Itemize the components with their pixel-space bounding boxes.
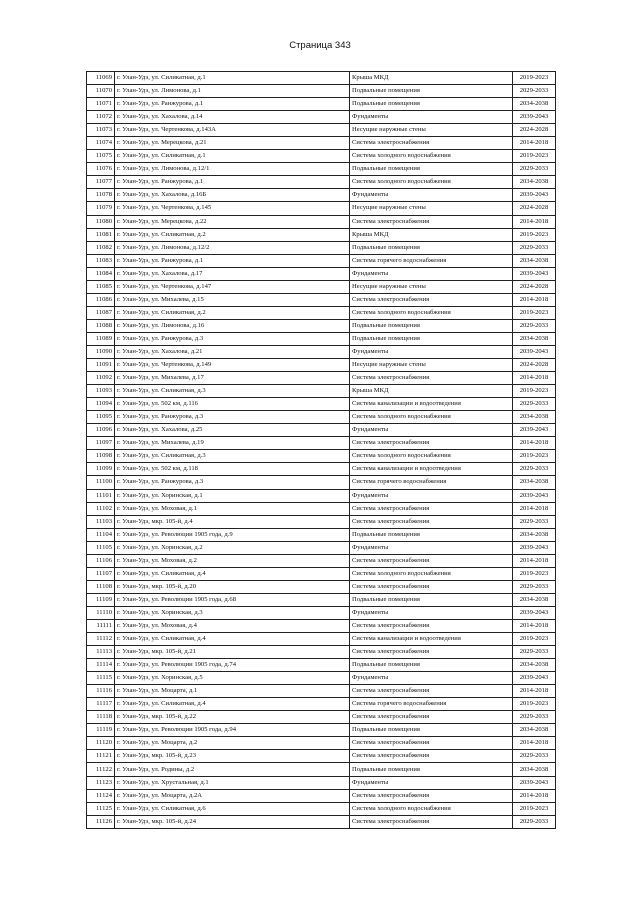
address-cell: г. Улан-Удэ, ул. Лимонова, д.12/2 [115,241,350,254]
table-row [87,319,556,332]
table-row [87,359,556,372]
period-cell: 2019-2023 [513,802,556,815]
table-row [87,241,556,254]
address-cell: г. Улан-Удэ, ул. Чертенкова, д.147 [115,280,350,293]
work-type-cell: Фундаменты [350,267,513,280]
address-cell: г. Улан-Удэ, ул. Хрустальная, д.1 [115,776,350,789]
table-row [87,580,556,593]
address-cell: г. Улан-Удэ, ул. Михалева, д.15 [115,293,350,306]
address-cell: г. Улан-Удэ, ул. Силикатная, д.1 [115,72,350,85]
period-cell: 2019-2023 [513,72,556,85]
period-cell: 2024-2028 [513,359,556,372]
table-row [87,398,556,411]
row-number: 11085 [87,280,115,293]
period-cell: 2039-2043 [513,189,556,202]
work-type-cell: Система канализации и водоотведения [350,633,513,646]
address-cell: г. Улан-Удэ, ул. Ранжурова, д.1 [115,254,350,267]
address-cell: г. Улан-Удэ, ул. Михалева, д.17 [115,372,350,385]
address-cell: г. Улан-Удэ, ул. Моцарта, д.1 [115,685,350,698]
row-number: 11071 [87,98,115,111]
work-type-cell: Подвальные помещения [350,593,513,606]
address-cell: г. Улан-Удэ, ул. Моцарта, д.2 [115,737,350,750]
table-row [87,619,556,632]
address-cell: г. Улан-Удэ, мкр. 105-й, д.24 [115,815,350,828]
address-cell: г. Улан-Удэ, ул. Михалева, д.19 [115,437,350,450]
row-number: 11080 [87,215,115,228]
row-number: 11123 [87,776,115,789]
table-row [87,228,556,241]
address-cell: г. Улан-Удэ, ул. Силикатная, д.3 [115,450,350,463]
table-row [87,163,556,176]
work-type-cell: Подвальные помещения [350,98,513,111]
work-type-cell: Фундаменты [350,776,513,789]
table-row [87,776,556,789]
table-row [87,763,556,776]
address-cell: г. Улан-Удэ, ул. Хахалова, д.17 [115,267,350,280]
period-cell: 2019-2023 [513,228,556,241]
table-row [87,567,556,580]
table-row [87,515,556,528]
work-type-cell: Система электроснабжения [350,711,513,724]
period-cell: 2024-2028 [513,124,556,137]
period-cell: 2034-2038 [513,593,556,606]
address-cell: г. Улан-Удэ, ул. Силикатная, д.1 [115,150,350,163]
address-cell: г. Улан-Удэ, ул. Революции 1905 года, д.94 [115,724,350,737]
work-type-cell: Подвальные помещения [350,724,513,737]
row-number: 11120 [87,737,115,750]
row-number: 11087 [87,306,115,319]
row-number: 11070 [87,85,115,98]
period-cell: 2029-2033 [513,711,556,724]
address-cell: г. Улан-Удэ, ул. Моховая, д.2 [115,554,350,567]
work-type-cell: Несущие наружные стены [350,359,513,372]
period-cell: 2039-2043 [513,267,556,280]
period-cell: 2014-2018 [513,372,556,385]
row-number: 11113 [87,646,115,659]
row-number: 11088 [87,319,115,332]
table-row [87,189,556,202]
period-cell: 2029-2033 [513,515,556,528]
address-cell: г. Улан-Удэ, ул. Родины, д.2 [115,763,350,776]
address-cell: г. Улан-Удэ, ул. Ранжурова, д.3 [115,476,350,489]
period-cell: 2019-2023 [513,567,556,580]
row-number: 11075 [87,150,115,163]
row-number: 11089 [87,332,115,345]
table-row [87,685,556,698]
address-cell: г. Улан-Удэ, ул. Моцарта, д.2А [115,789,350,802]
work-type-cell: Система холодного водоснабжения [350,802,513,815]
table-row [87,698,556,711]
period-cell: 2029-2033 [513,750,556,763]
period-cell: 2024-2028 [513,202,556,215]
work-type-cell: Крыша МКД [350,228,513,241]
work-type-cell: Несущие наружные стены [350,124,513,137]
work-type-cell: Система электроснабжения [350,685,513,698]
period-cell: 2039-2043 [513,606,556,619]
row-number: 11077 [87,176,115,189]
address-cell: г. Улан-Удэ, ул. Хоринская, д.1 [115,489,350,502]
period-cell: 2034-2038 [513,411,556,424]
repair-schedule-table [86,71,556,829]
table-row [87,437,556,450]
table-row [87,724,556,737]
work-type-cell: Подвальные помещения [350,332,513,345]
table-row [87,332,556,345]
table-row [87,72,556,85]
work-type-cell: Система электроснабжения [350,293,513,306]
period-cell: 2019-2023 [513,306,556,319]
table-row [87,306,556,319]
work-type-cell: Фундаменты [350,541,513,554]
row-number: 11074 [87,137,115,150]
row-number: 11099 [87,463,115,476]
period-cell: 2034-2038 [513,98,556,111]
period-cell: 2039-2043 [513,541,556,554]
work-type-cell: Подвальные помещения [350,528,513,541]
table-row [87,737,556,750]
work-type-cell: Система холодного водоснабжения [350,567,513,580]
period-cell: 2039-2043 [513,489,556,502]
period-cell: 2039-2043 [513,345,556,358]
period-cell: 2014-2018 [513,137,556,150]
table-row [87,150,556,163]
table-row [87,98,556,111]
address-cell: г. Улан-Удэ, ул. Силикатная, д.2 [115,306,350,319]
row-number: 11084 [87,267,115,280]
row-number: 11119 [87,724,115,737]
address-cell: г. Улан-Удэ, ул. Силикатная, д.4 [115,698,350,711]
table-row [87,424,556,437]
row-number: 11114 [87,659,115,672]
work-type-cell: Подвальные помещения [350,85,513,98]
work-type-cell: Фундаменты [350,672,513,685]
row-number: 11109 [87,593,115,606]
table-row [87,476,556,489]
period-cell: 2034-2038 [513,724,556,737]
address-cell: г. Улан-Удэ, ул. Моховая, д.1 [115,502,350,515]
work-type-cell: Фундаменты [350,189,513,202]
row-number: 11091 [87,359,115,372]
work-type-cell: Система электроснабжения [350,737,513,750]
row-number: 11097 [87,437,115,450]
work-type-cell: Система электроснабжения [350,554,513,567]
period-cell: 2014-2018 [513,789,556,802]
period-cell: 2029-2033 [513,463,556,476]
address-cell: г. Улан-Удэ, мкр. 105-й, д.20 [115,580,350,593]
work-type-cell: Система электроснабжения [350,646,513,659]
row-number: 11096 [87,424,115,437]
work-type-cell: Система электроснабжения [350,515,513,528]
row-number: 11092 [87,372,115,385]
row-number: 11102 [87,502,115,515]
address-cell: г. Улан-Удэ, ул. Мерецкова, д.22 [115,215,350,228]
row-number: 11101 [87,489,115,502]
address-cell: г. Улан-Удэ, ул. Лимонова, д.12/1 [115,163,350,176]
row-number: 11110 [87,606,115,619]
work-type-cell: Фундаменты [350,345,513,358]
work-type-cell: Система горячего водоснабжения [350,698,513,711]
address-cell: г. Улан-Удэ, ул. Хахалова, д.14 [115,111,350,124]
period-cell: 2014-2018 [513,293,556,306]
row-number: 11076 [87,163,115,176]
period-cell: 2039-2043 [513,111,556,124]
period-cell: 2019-2023 [513,698,556,711]
work-type-cell: Крыша МКД [350,72,513,85]
address-cell: г. Улан-Удэ, мкр. 105-й, д.4 [115,515,350,528]
work-type-cell: Система канализации и водоотведения [350,398,513,411]
period-cell: 2034-2038 [513,659,556,672]
work-type-cell: Система электроснабжения [350,437,513,450]
row-number: 11078 [87,189,115,202]
row-number: 11117 [87,698,115,711]
table-row [87,489,556,502]
work-type-cell: Крыша МКД [350,385,513,398]
table-row [87,711,556,724]
work-type-cell: Подвальные помещения [350,241,513,254]
period-cell: 2029-2033 [513,398,556,411]
work-type-cell: Система холодного водоснабжения [350,306,513,319]
table-row [87,137,556,150]
table-row [87,541,556,554]
address-cell: г. Улан-Удэ, ул. Хоринская, д.3 [115,606,350,619]
table-row [87,85,556,98]
row-number: 11086 [87,293,115,306]
address-cell: г. Улан-Удэ, ул. Силикатная, д.4 [115,567,350,580]
address-cell: г. Улан-Удэ, ул. Силикатная, д.6 [115,802,350,815]
table-row [87,646,556,659]
row-number: 11105 [87,541,115,554]
address-cell: г. Улан-Удэ, ул. Ранжурова, д.3 [115,332,350,345]
table-row [87,750,556,763]
work-type-cell: Подвальные помещения [350,763,513,776]
table-row [87,593,556,606]
table-row [87,215,556,228]
row-number: 11116 [87,685,115,698]
address-cell: г. Улан-Удэ, ул. Чертенкова, д.149 [115,359,350,372]
address-cell: г. Улан-Удэ, ул. Силикатная, д.3 [115,385,350,398]
period-cell: 2014-2018 [513,437,556,450]
address-cell: г. Улан-Удэ, ул. Лимонова, д.16 [115,319,350,332]
table-row [87,463,556,476]
row-number: 11118 [87,711,115,724]
row-number: 11126 [87,815,115,828]
row-number: 11081 [87,228,115,241]
row-number: 11124 [87,789,115,802]
row-number: 11104 [87,528,115,541]
period-cell: 2039-2043 [513,424,556,437]
work-type-cell: Система электроснабжения [350,815,513,828]
table-row [87,202,556,215]
row-number: 11100 [87,476,115,489]
row-number: 11125 [87,802,115,815]
period-cell: 2039-2043 [513,776,556,789]
address-cell: г. Улан-Удэ, ул. Революции 1905 года, д.74 [115,659,350,672]
row-number: 11112 [87,633,115,646]
address-cell: г. Улан-Удэ, ул. Чертенкова, д.143А [115,124,350,137]
address-cell: г. Улан-Удэ, ул. Революции 1905 года, д.68 [115,593,350,606]
table-row [87,345,556,358]
address-cell: г. Улан-Удэ, ул. Хахалова, д.25 [115,424,350,437]
table-row [87,124,556,137]
period-cell: 2029-2033 [513,319,556,332]
address-cell: г. Улан-Удэ, мкр. 105-й, д.23 [115,750,350,763]
address-cell: г. Улан-Удэ, ул. 502 км, д.118 [115,463,350,476]
row-number: 11098 [87,450,115,463]
row-number: 11108 [87,580,115,593]
row-number: 11111 [87,619,115,632]
work-type-cell: Система горячего водоснабжения [350,476,513,489]
address-cell: г. Улан-Удэ, ул. Чертенкова, д.145 [115,202,350,215]
table-row [87,111,556,124]
address-cell: г. Улан-Удэ, ул. Ранжурова, д.1 [115,176,350,189]
work-type-cell: Система электроснабжения [350,502,513,515]
table-row [87,293,556,306]
address-cell: г. Улан-Удэ, ул. Хахалова, д.16Б [115,189,350,202]
period-cell: 2034-2038 [513,763,556,776]
period-cell: 2019-2023 [513,150,556,163]
row-number: 11090 [87,345,115,358]
period-cell: 2014-2018 [513,737,556,750]
table-row [87,267,556,280]
period-cell: 2029-2033 [513,815,556,828]
work-type-cell: Система электроснабжения [350,750,513,763]
table-row [87,528,556,541]
address-cell: г. Улан-Удэ, ул. Силикатная, д.2 [115,228,350,241]
table-row [87,789,556,802]
address-cell: г. Улан-Удэ, ул. Силикатная, д.4 [115,633,350,646]
work-type-cell: Система электроснабжения [350,137,513,150]
row-number: 11083 [87,254,115,267]
period-cell: 2019-2023 [513,450,556,463]
row-number: 11082 [87,241,115,254]
work-type-cell: Система электроснабжения [350,619,513,632]
work-type-cell: Подвальные помещения [350,163,513,176]
period-cell: 2029-2033 [513,163,556,176]
page-title: Страница 343 [289,40,351,51]
period-cell: 2034-2038 [513,176,556,189]
period-cell: 2039-2043 [513,672,556,685]
address-cell: г. Улан-Удэ, ул. Ранжурова, д.3 [115,411,350,424]
table-row [87,554,556,567]
table-row [87,633,556,646]
period-cell: 2014-2018 [513,502,556,515]
row-number: 11069 [87,72,115,85]
period-cell: 2029-2033 [513,580,556,593]
table-row [87,815,556,828]
work-type-cell: Система холодного водоснабжения [350,176,513,189]
table-row [87,385,556,398]
row-number: 11106 [87,554,115,567]
row-number: 11079 [87,202,115,215]
address-cell: г. Улан-Удэ, ул. Моховая, д.4 [115,619,350,632]
work-type-cell: Система канализации и водоотведения [350,463,513,476]
period-cell: 2034-2038 [513,332,556,345]
work-type-cell: Фундаменты [350,606,513,619]
period-cell: 2019-2023 [513,633,556,646]
table-row [87,176,556,189]
table-row [87,672,556,685]
table-row [87,254,556,267]
table-row [87,606,556,619]
period-cell: 2034-2038 [513,528,556,541]
table-body [87,72,556,829]
period-cell: 2014-2018 [513,619,556,632]
address-cell: г. Улан-Удэ, ул. Хахалова, д.21 [115,345,350,358]
period-cell: 2014-2018 [513,685,556,698]
period-cell: 2034-2038 [513,476,556,489]
address-cell: г. Улан-Удэ, ул. Хоринская, д.5 [115,672,350,685]
row-number: 11103 [87,515,115,528]
work-type-cell: Фундаменты [350,111,513,124]
address-cell: г. Улан-Удэ, ул. Мерецкова, д.21 [115,137,350,150]
work-type-cell: Система электроснабжения [350,789,513,802]
work-type-cell: Несущие наружные стены [350,280,513,293]
address-cell: г. Улан-Удэ, мкр. 105-й, д.22 [115,711,350,724]
address-cell: г. Улан-Удэ, мкр. 105-й, д.21 [115,646,350,659]
row-number: 11095 [87,411,115,424]
row-number: 11121 [87,750,115,763]
work-type-cell: Несущие наружные стены [350,202,513,215]
period-cell: 2034-2038 [513,254,556,267]
row-number: 11093 [87,385,115,398]
table-row [87,659,556,672]
work-type-cell: Система горячего водоснабжения [350,254,513,267]
work-type-cell: Система электроснабжения [350,580,513,593]
period-cell: 2029-2033 [513,241,556,254]
work-type-cell: Подвальные помещения [350,659,513,672]
address-cell: г. Улан-Удэ, ул. Ранжурова, д.1 [115,98,350,111]
period-cell: 2024-2028 [513,280,556,293]
table-row [87,802,556,815]
table-row [87,372,556,385]
work-type-cell: Фундаменты [350,489,513,502]
period-cell: 2029-2033 [513,646,556,659]
table-row [87,280,556,293]
address-cell: г. Улан-Удэ, ул. Лимонова, д.1 [115,85,350,98]
work-type-cell: Система холодного водоснабжения [350,150,513,163]
address-cell: г. Улан-Удэ, ул. Хоринская, д.2 [115,541,350,554]
row-number: 11115 [87,672,115,685]
work-type-cell: Подвальные помещения [350,319,513,332]
period-cell: 2019-2023 [513,385,556,398]
row-number: 11107 [87,567,115,580]
table-row [87,450,556,463]
work-type-cell: Система холодного водоснабжения [350,450,513,463]
work-type-cell: Фундаменты [350,424,513,437]
table-row [87,411,556,424]
row-number: 11073 [87,124,115,137]
period-cell: 2014-2018 [513,215,556,228]
period-cell: 2014-2018 [513,554,556,567]
row-number: 11094 [87,398,115,411]
work-type-cell: Система холодного водоснабжения [350,411,513,424]
period-cell: 2029-2033 [513,85,556,98]
address-cell: г. Улан-Удэ, ул. 502 км, д.116 [115,398,350,411]
address-cell: г. Улан-Удэ, ул. Революции 1905 года, д.9 [115,528,350,541]
work-type-cell: Система электроснабжения [350,215,513,228]
row-number: 11072 [87,111,115,124]
work-type-cell: Система электроснабжения [350,372,513,385]
row-number: 11122 [87,763,115,776]
table-row [87,502,556,515]
